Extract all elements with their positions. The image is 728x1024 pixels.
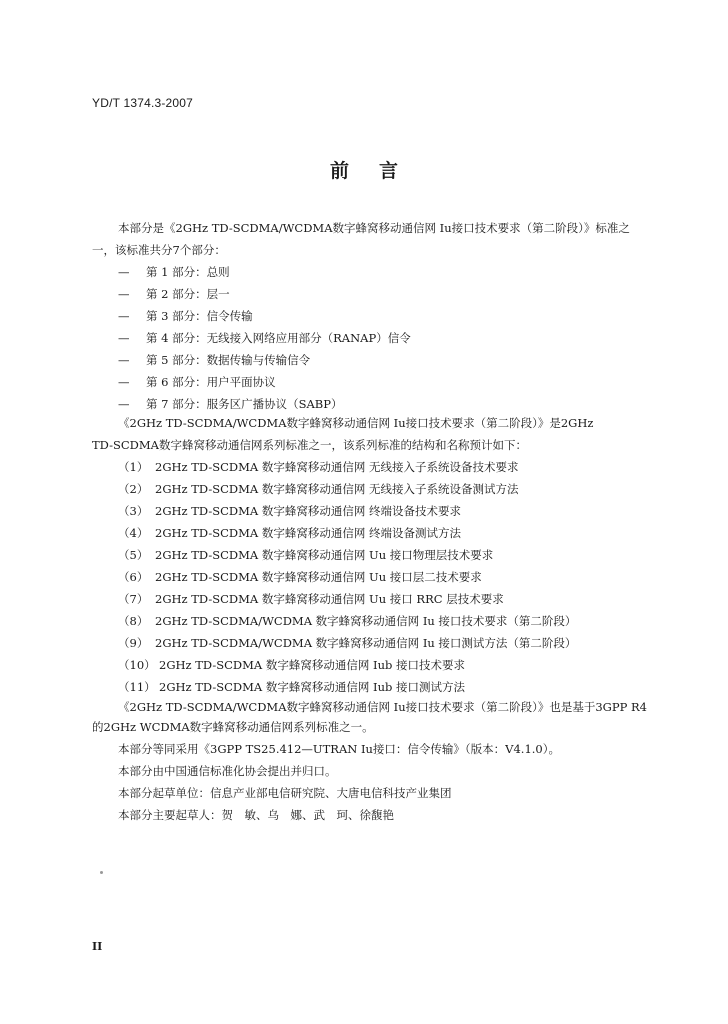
part-item — [118, 397, 343, 411]
series-number: （3） — [118, 504, 149, 518]
page-number: II — [92, 940, 103, 953]
series-number: （1） — [118, 460, 149, 474]
list-dash: — — [118, 397, 130, 411]
part-text: 第 6 部分：用户平面协议 — [146, 375, 276, 389]
part-item — [118, 375, 276, 389]
series-item — [118, 548, 493, 562]
series-item — [118, 680, 465, 694]
list-dash: — — [118, 309, 130, 323]
series-number: （6） — [118, 570, 149, 584]
series-item — [118, 614, 576, 628]
part-text: 第 2 部分：层一 — [146, 287, 230, 301]
list-dash: — — [118, 287, 130, 301]
closing-line-3: 本部分等同采用《3GPP TS25.412—UTRAN Iu接口：信令传输》（版本：V4.1.0）。 — [118, 742, 560, 756]
series-text: 2GHz TD-SCDMA 数字蜂窝移动通信网 Uu 接口层二技术要求 — [155, 570, 482, 584]
series-text: 2GHz TD-SCDMA 数字蜂窝移动通信网 无线接入子系统设备测试方法 — [155, 482, 519, 496]
series-text: 2GHz TD-SCDMA 数字蜂窝移动通信网 终端设备测试方法 — [155, 526, 462, 540]
series-number: （11） — [118, 680, 156, 694]
part-item — [118, 353, 310, 367]
series-item — [118, 460, 519, 474]
series-text: 2GHz TD-SCDMA 数字蜂窝移动通信网 无线接入子系统设备技术要求 — [155, 460, 519, 474]
part-text: 第 4 部分：无线接入网络应用部分（RANAP）信令 — [146, 331, 411, 345]
series-number: （4） — [118, 526, 149, 540]
series-intro-line-1: 《2GHz TD-SCDMA/WCDMA数字蜂窝移动通信网 Iu接口技术要求（第二阶段）》是2GHz — [118, 416, 594, 430]
series-text: 2GHz TD-SCDMA 数字蜂窝移动通信网 Uu 接口 RRC 层技术要求 — [155, 592, 504, 606]
series-intro-line-2: TD-SCDMA数字蜂窝移动通信网系列标准之一，该系列标准的结构和名称预计如下： — [92, 438, 527, 452]
series-text: 2GHz TD-SCDMA 数字蜂窝移动通信网 Iub 接口技术要求 — [159, 658, 465, 672]
series-item — [118, 504, 461, 518]
series-text: 2GHz TD-SCDMA/WCDMA 数字蜂窝移动通信网 Iu 接口测试方法（第二阶段） — [155, 636, 577, 650]
series-item — [118, 526, 461, 540]
part-text: 第 7 部分：服务区广播协议（SABP） — [146, 397, 343, 411]
series-number: （7） — [118, 592, 149, 606]
part-text: 第 3 部分：信令传输 — [146, 309, 253, 323]
list-dash: — — [118, 375, 130, 389]
series-item — [118, 482, 519, 496]
series-text: 2GHz TD-SCDMA 数字蜂窝移动通信网 Uu 接口物理层技术要求 — [155, 548, 494, 562]
list-dash: — — [118, 265, 130, 279]
intro-line-1: 本部分是《2GHz TD-SCDMA/WCDMA数字蜂窝移动通信网 Iu接口技术要求（第二阶段）》标准之 — [118, 221, 630, 235]
series-item — [118, 636, 576, 650]
part-item — [118, 309, 253, 323]
closing-line-1: 《2GHz TD-SCDMA/WCDMA数字蜂窝移动通信网 Iu接口技术要求（第二阶段）》也是基于3GPP R4 — [118, 700, 647, 714]
series-number: （2） — [118, 482, 149, 496]
series-text: 2GHz TD-SCDMA 数字蜂窝移动通信网 终端设备技术要求 — [155, 504, 462, 518]
list-dash: — — [118, 331, 130, 345]
part-item — [118, 331, 411, 345]
series-number: （9） — [118, 636, 149, 650]
part-text: 第 5 部分：数据传输与传输信令 — [146, 353, 311, 367]
series-number: （8） — [118, 614, 149, 628]
series-text: 2GHz TD-SCDMA/WCDMA 数字蜂窝移动通信网 Iu 接口技术要求（第二阶段） — [155, 614, 577, 628]
intro-line-2: 一，该标准共分7个部分： — [92, 243, 226, 257]
closing-line-5: 本部分起草单位：信息产业部电信研究院、大唐电信科技产业集团 — [118, 786, 452, 800]
scan-speck — [100, 871, 103, 874]
series-item — [118, 658, 465, 672]
part-text: 第 1 部分：总则 — [146, 265, 230, 279]
series-number: （10） — [118, 658, 156, 672]
series-text: 2GHz TD-SCDMA 数字蜂窝移动通信网 Iub 接口测试方法 — [159, 680, 465, 694]
document-number: YD/T 1374.3-2007 — [92, 96, 194, 110]
part-item — [118, 287, 230, 301]
series-item — [118, 592, 504, 606]
series-item — [118, 570, 482, 584]
part-item — [118, 265, 230, 279]
page-title: 前言 — [329, 160, 428, 182]
closing-line-4: 本部分由中国通信标准化协会提出并归口。 — [118, 764, 337, 778]
closing-line-2: 的2GHz WCDMA数字蜂窝移动通信网系列标准之一。 — [92, 720, 374, 734]
closing-line-6: 本部分主要起草人：贺 敏、乌 娜、武 珂、徐馥艳 — [118, 808, 394, 822]
series-number: （5） — [118, 548, 149, 562]
list-dash: — — [118, 353, 130, 367]
